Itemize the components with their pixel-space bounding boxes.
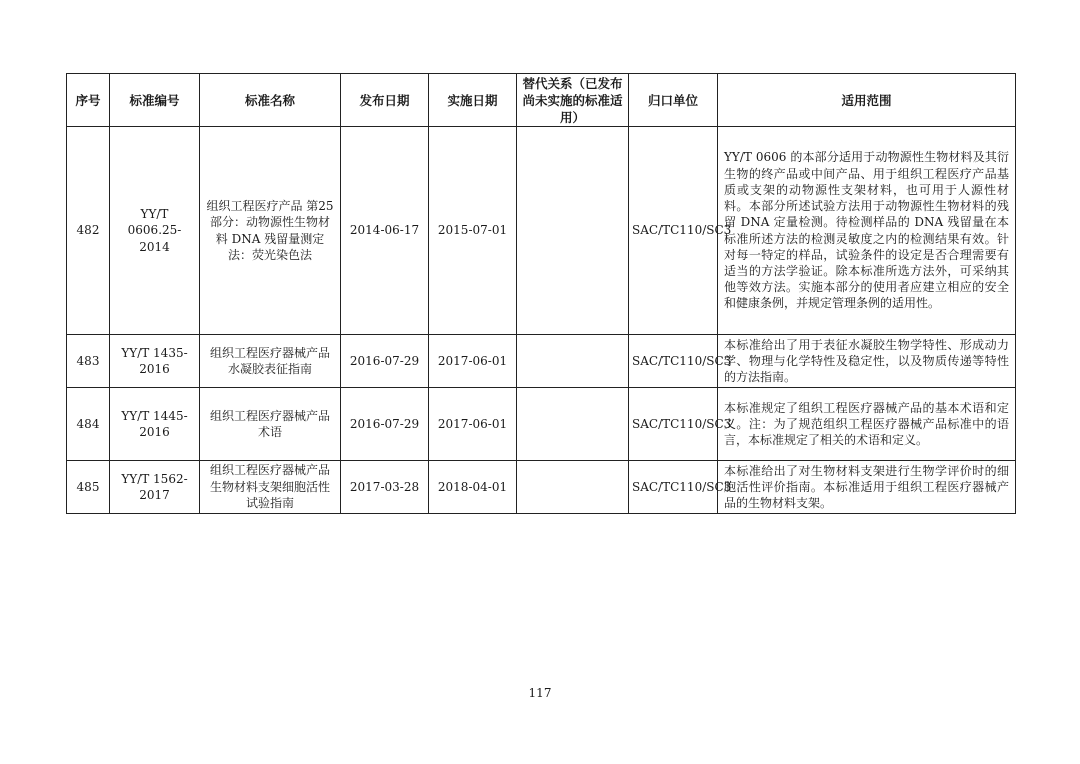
- cell-code: YY/T 1562-2017: [110, 461, 200, 514]
- cell-scope: 本标准规定了组织工程医疗器械产品的基本术语和定义。注：为了规范组织工程医疗器械产品标准中的语言，本标准规定了相关的术语和定义。: [718, 388, 1016, 461]
- cell-scope: YY/T 0606 的本部分适用于动物源性生物材料及其衍生物的终产品或中间产品、用于组织工程医疗产品基质或支架的动物源性支架材料，也可用于人源性材料。本部分所述试验方法用于动物源性生物材料的残留 DNA 定量检测。待检测样品的 DNA 残留量在本标准所述方法的检测灵敏度之内的检测结果有效。针对每一特定的样品，试验条件的设定是否合理需要有适当的方法学验证。除本标准所选方法外，可采纳其他等效方法。实施本部分的使用者应建立相应的安全和健康条例，并规定管理条例的适用性。: [718, 127, 1016, 335]
- cell-no: 483: [67, 335, 110, 388]
- cell-published: 2016-07-29: [341, 388, 429, 461]
- cell-no: 485: [67, 461, 110, 514]
- cell-no: 484: [67, 388, 110, 461]
- cell-scope: 本标准给出了用于表征水凝胶生物学特性、形成动力学、物理与化学特性及稳定性，以及物质传递等特性的方法指南。: [718, 335, 1016, 388]
- cell-effective: 2017-06-01: [429, 388, 517, 461]
- cell-code: YY/T 1435-2016: [110, 335, 200, 388]
- cell-published: 2016-07-29: [341, 335, 429, 388]
- cell-name: 组织工程医疗产品 第25部分：动物源性生物材料 DNA 残留量测定法：荧光染色法: [200, 127, 341, 335]
- table-row: [67, 388, 1016, 461]
- cell-unit: SAC/TC110/SC3: [629, 388, 718, 461]
- cell-code: YY/T 0606.25-2014: [110, 127, 200, 335]
- cell-name: 组织工程医疗器械产品 术语: [200, 388, 341, 461]
- cell-published: 2017-03-28: [341, 461, 429, 514]
- cell-scope: 本标准给出了对生物材料支架进行生物学评价时的细胞活性评价指南。本标准适用于组织工程医疗器械产品的生物材料支架。: [718, 461, 1016, 514]
- header-published: 发布日期: [341, 74, 429, 127]
- cell-effective: 2015-07-01: [429, 127, 517, 335]
- table-header-row: [67, 74, 1016, 127]
- table-row: [67, 461, 1016, 514]
- cell-name: 组织工程医疗器械产品 水凝胶表征指南: [200, 335, 341, 388]
- cell-replaces: [517, 461, 629, 514]
- table-row: [67, 335, 1016, 388]
- cell-unit: SAC/TC110/SC3: [629, 335, 718, 388]
- table-row: [67, 127, 1016, 335]
- standards-table: [66, 73, 1016, 514]
- header-replaces: 替代关系（已发布尚未实施的标准适用）: [517, 74, 629, 127]
- cell-unit: SAC/TC110/SC3: [629, 127, 718, 335]
- header-unit: 归口单位: [629, 74, 718, 127]
- header-code: 标准编号: [110, 74, 200, 127]
- cell-no: 482: [67, 127, 110, 335]
- page-number: 117: [528, 686, 552, 700]
- cell-published: 2014-06-17: [341, 127, 429, 335]
- header-no: 序号: [67, 74, 110, 127]
- header-effective: 实施日期: [429, 74, 517, 127]
- cell-name: 组织工程医疗器械产品 生物材料支架细胞活性试验指南: [200, 461, 341, 514]
- cell-code: YY/T 1445-2016: [110, 388, 200, 461]
- header-name: 标准名称: [200, 74, 341, 127]
- cell-replaces: [517, 127, 629, 335]
- header-scope: 适用范围: [718, 74, 1016, 127]
- cell-effective: 2018-04-01: [429, 461, 517, 514]
- cell-replaces: [517, 388, 629, 461]
- cell-effective: 2017-06-01: [429, 335, 517, 388]
- cell-replaces: [517, 335, 629, 388]
- cell-unit: SAC/TC110/SC3: [629, 461, 718, 514]
